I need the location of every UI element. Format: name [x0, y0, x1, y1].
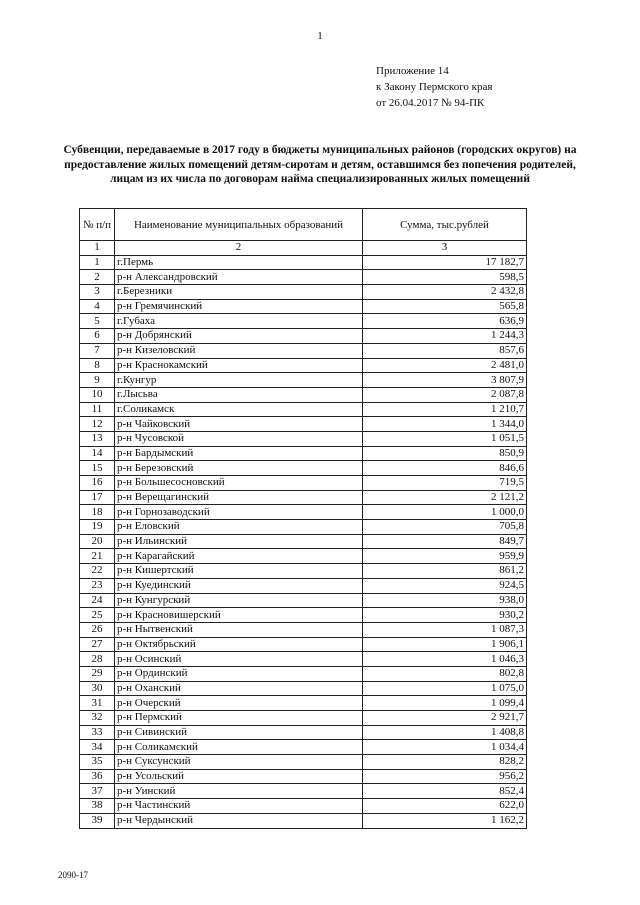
row-amount: 622,0 [363, 799, 527, 814]
row-number: 20 [80, 534, 115, 549]
column-index-3: 3 [363, 241, 527, 256]
row-amount: 705,8 [363, 520, 527, 535]
row-municipality: р-н Уинский [115, 784, 363, 799]
table-row [80, 343, 527, 358]
row-municipality: р-н Чайковский [115, 417, 363, 432]
row-municipality: г.Пермь [115, 255, 363, 270]
row-number: 18 [80, 505, 115, 520]
row-number: 24 [80, 593, 115, 608]
page-number: 1 [317, 30, 323, 42]
row-amount: 2 087,8 [363, 387, 527, 402]
table-row [80, 270, 527, 285]
row-number: 39 [80, 813, 115, 828]
row-municipality: р-н Большесосновский [115, 476, 363, 491]
row-municipality: г.Лысьва [115, 387, 363, 402]
table-row [80, 299, 527, 314]
row-amount: 598,5 [363, 270, 527, 285]
row-amount: 1 906,1 [363, 637, 527, 652]
row-municipality: р-н Кунгурский [115, 593, 363, 608]
table-row [80, 799, 527, 814]
row-amount: 1 408,8 [363, 725, 527, 740]
row-number: 23 [80, 578, 115, 593]
row-municipality: р-н Еловский [115, 520, 363, 535]
row-amount: 2 921,7 [363, 711, 527, 726]
row-amount: 852,4 [363, 784, 527, 799]
table-row [80, 681, 527, 696]
document-title: Субвенции, передаваемые в 2017 году в бюджеты муниципальных районов (городских округов) на предоставление жилых помещений детям-сиротам и детям, оставшимся без попечения родителей, лицам из их числа по договорам найма специализированных жилых помещений [63, 144, 577, 185]
row-amount: 1 210,7 [363, 402, 527, 417]
row-amount: 1 099,4 [363, 696, 527, 711]
row-amount: 719,5 [363, 476, 527, 491]
row-number: 33 [80, 725, 115, 740]
row-number: 2 [80, 270, 115, 285]
table-row [80, 431, 527, 446]
table-row [80, 387, 527, 402]
appendix-note [376, 63, 492, 111]
row-municipality: р-н Сивинский [115, 725, 363, 740]
row-amount: 828,2 [363, 755, 527, 770]
appendix-line-2: к Закону Пермского края [376, 81, 493, 93]
row-amount: 850,9 [363, 446, 527, 461]
table-row [80, 652, 527, 667]
table-row [80, 784, 527, 799]
row-municipality: г.Соликамск [115, 402, 363, 417]
table-row [80, 637, 527, 652]
table-row [80, 417, 527, 432]
row-number: 19 [80, 520, 115, 535]
row-amount: 930,2 [363, 608, 527, 623]
row-municipality: р-н Усольский [115, 769, 363, 784]
row-amount: 1 344,0 [363, 417, 527, 432]
row-municipality: р-н Суксунский [115, 755, 363, 770]
row-amount: 1 162,2 [363, 813, 527, 828]
row-municipality: р-н Ильинский [115, 534, 363, 549]
row-amount: 956,2 [363, 769, 527, 784]
row-number: 26 [80, 622, 115, 637]
row-municipality: г.Кунгур [115, 373, 363, 388]
footer-code: 2090-17 [58, 870, 88, 880]
row-number: 10 [80, 387, 115, 402]
table-row [80, 505, 527, 520]
row-municipality: р-н Верещагинский [115, 490, 363, 505]
column-index-1: 1 [80, 241, 115, 256]
row-municipality: р-н Чердынский [115, 813, 363, 828]
row-number: 38 [80, 799, 115, 814]
row-number: 29 [80, 666, 115, 681]
table-row [80, 769, 527, 784]
row-amount: 849,7 [363, 534, 527, 549]
row-amount: 565,8 [363, 299, 527, 314]
header-number: № п/п [80, 209, 115, 241]
row-amount: 846,6 [363, 461, 527, 476]
row-amount: 1 244,3 [363, 329, 527, 344]
row-number: 35 [80, 755, 115, 770]
row-municipality: г.Губаха [115, 314, 363, 329]
row-amount: 1 034,4 [363, 740, 527, 755]
row-number: 15 [80, 461, 115, 476]
table-row [80, 534, 527, 549]
table-row [80, 564, 527, 579]
row-amount: 1 046,3 [363, 652, 527, 667]
table-row [80, 402, 527, 417]
table-row [80, 446, 527, 461]
table-row [80, 608, 527, 623]
table-row [80, 593, 527, 608]
row-number: 3 [80, 285, 115, 300]
row-amount: 3 807,9 [363, 373, 527, 388]
row-amount: 857,6 [363, 343, 527, 358]
table-row [80, 329, 527, 344]
row-municipality: р-н Нытвенский [115, 622, 363, 637]
row-amount: 938,0 [363, 593, 527, 608]
row-municipality: р-н Краснокамский [115, 358, 363, 373]
row-number: 22 [80, 564, 115, 579]
subsidies-table [79, 208, 527, 829]
row-number: 5 [80, 314, 115, 329]
table-row [80, 373, 527, 388]
row-municipality: р-н Соликамский [115, 740, 363, 755]
row-amount: 802,8 [363, 666, 527, 681]
table-row [80, 476, 527, 491]
row-number: 11 [80, 402, 115, 417]
table-row [80, 666, 527, 681]
row-municipality: р-н Бардымский [115, 446, 363, 461]
row-number: 9 [80, 373, 115, 388]
row-municipality: р-н Добрянский [115, 329, 363, 344]
row-number: 7 [80, 343, 115, 358]
row-number: 21 [80, 549, 115, 564]
row-municipality: р-н Очерский [115, 696, 363, 711]
row-number: 28 [80, 652, 115, 667]
header-amount: Сумма, тыс.рублей [363, 209, 527, 241]
row-number: 1 [80, 255, 115, 270]
appendix-line-1: Приложение 14 [376, 65, 449, 77]
table-row [80, 740, 527, 755]
row-number: 14 [80, 446, 115, 461]
table-row [80, 578, 527, 593]
table-row [80, 755, 527, 770]
row-municipality: р-н Кишертский [115, 564, 363, 579]
row-municipality: р-н Частинский [115, 799, 363, 814]
row-municipality: р-н Пермский [115, 711, 363, 726]
table-row [80, 314, 527, 329]
row-number: 32 [80, 711, 115, 726]
row-number: 12 [80, 417, 115, 432]
row-municipality: р-н Куединский [115, 578, 363, 593]
row-number: 34 [80, 740, 115, 755]
row-number: 37 [80, 784, 115, 799]
row-municipality: р-н Карагайский [115, 549, 363, 564]
table-row [80, 520, 527, 535]
table-row [80, 255, 527, 270]
table-row [80, 549, 527, 564]
row-number: 13 [80, 431, 115, 446]
table-row [80, 461, 527, 476]
table-row [80, 711, 527, 726]
row-number: 30 [80, 681, 115, 696]
row-number: 6 [80, 329, 115, 344]
row-amount: 1 075,0 [363, 681, 527, 696]
row-municipality: р-н Октябрьский [115, 637, 363, 652]
row-number: 16 [80, 476, 115, 491]
appendix-line-3: от 26.04.2017 № 94-ПК [376, 97, 485, 109]
row-amount: 1 087,3 [363, 622, 527, 637]
row-amount: 2 121,2 [363, 490, 527, 505]
table-row [80, 490, 527, 505]
row-number: 31 [80, 696, 115, 711]
row-number: 25 [80, 608, 115, 623]
row-municipality: р-н Горнозаводский [115, 505, 363, 520]
row-number: 8 [80, 358, 115, 373]
row-amount: 2 481,0 [363, 358, 527, 373]
row-number: 17 [80, 490, 115, 505]
table-row [80, 725, 527, 740]
row-amount: 1 051,5 [363, 431, 527, 446]
table-row [80, 622, 527, 637]
column-index-row [80, 241, 527, 256]
row-amount: 924,5 [363, 578, 527, 593]
row-amount: 2 432,8 [363, 285, 527, 300]
row-municipality: р-н Красновишерский [115, 608, 363, 623]
row-municipality: р-н Александровский [115, 270, 363, 285]
row-amount: 636,9 [363, 314, 527, 329]
row-amount: 1 000,0 [363, 505, 527, 520]
row-municipality: р-н Гремячинский [115, 299, 363, 314]
table-row [80, 358, 527, 373]
header-municipality: Наименование муниципальных образований [115, 209, 363, 241]
row-number: 4 [80, 299, 115, 314]
row-municipality: р-н Чусовской [115, 431, 363, 446]
row-municipality: г.Березники [115, 285, 363, 300]
row-municipality: р-н Оханский [115, 681, 363, 696]
table-header-row [80, 209, 527, 241]
row-number: 36 [80, 769, 115, 784]
row-amount: 959,9 [363, 549, 527, 564]
table-row [80, 696, 527, 711]
row-municipality: р-н Кизеловский [115, 343, 363, 358]
row-municipality: р-н Ординский [115, 666, 363, 681]
row-municipality: р-н Березовский [115, 461, 363, 476]
table-row [80, 285, 527, 300]
row-number: 27 [80, 637, 115, 652]
column-index-2: 2 [115, 241, 363, 256]
row-amount: 17 182,7 [363, 255, 527, 270]
table-body [80, 255, 527, 828]
table-row [80, 813, 527, 828]
row-municipality: р-н Осинский [115, 652, 363, 667]
row-amount: 861,2 [363, 564, 527, 579]
